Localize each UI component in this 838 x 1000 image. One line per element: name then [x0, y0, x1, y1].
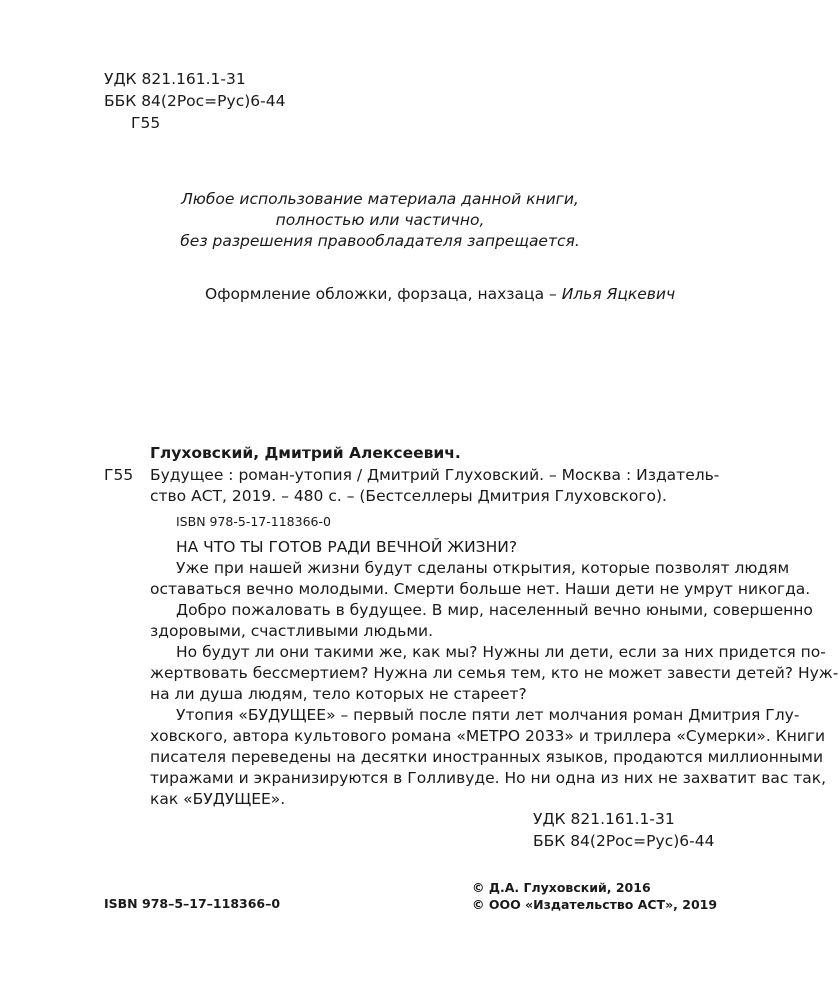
notice-line-2: полностью или частично,	[275, 211, 485, 229]
catalog-description-2: ство АСТ, 2019. – 480 с. – (Бестселлеры Дмитрия Глуховского).	[150, 487, 667, 505]
annotation-p4-line1: Утопия «БУДУЩЕЕ» – первый после пяти лет молчания роман Дмитрия Глу-	[176, 706, 800, 724]
annotation-p4-line4: тиражами и экранизируются в Голливуде. Но ни одна из них не захватит вас так,	[150, 769, 827, 787]
footer-bbk-code: ББК 84(2Рос=Рус)6-44	[533, 832, 715, 850]
footer-isbn: ISBN 978–5–17–118366–0	[104, 896, 281, 911]
notice-line-1: Любое использование материала данной книги,	[181, 190, 579, 208]
annotation-p3-line2: жертвовать бессмертием? Нужна ли семья тем, кто не может завести детей? Нуж-	[150, 664, 838, 682]
author-mark: Г55	[131, 114, 161, 132]
design-credit	[205, 285, 675, 303]
annotation-p1-line1: Уже при нашей жизни будут сделаны открытия, которые позволят людям	[176, 559, 790, 577]
catalog-author-heading: Глуховский, Дмитрий Алексеевич.	[150, 444, 461, 462]
annotation-p2-line1: Добро пожаловать в будущее. В мир, населенный вечно юными, совершенно	[176, 601, 813, 619]
catalog-description-1: Будущее : роман-утопия / Дмитрий Глуховский. – Москва : Издатель-	[150, 466, 720, 484]
annotation-p4-line3: писателя переведены на десятки иностранных языков, продаются миллионными	[150, 748, 824, 766]
design-credit-name: Илья Яцкевич	[561, 285, 676, 303]
design-credit-label: Оформление обложки, форзаца, нахзаца –	[205, 285, 562, 303]
annotation-p2-line2: здоровыми, счастливыми людьми.	[150, 622, 434, 640]
copyright-author: © Д.А. Глуховский, 2016	[472, 880, 651, 895]
annotation-p3-line3: на ли душа людям, тело которых не стареет?	[150, 685, 527, 703]
catalog-author-mark: Г55	[104, 466, 134, 484]
annotation-p4-line2: ховского, автора культового романа «МЕТРО 2033» и триллера «Сумерки». Книги	[150, 727, 826, 745]
catalog-isbn: ISBN 978-5-17-118366-0	[176, 514, 331, 529]
annotation-headline: НА ЧТО ТЫ ГОТОВ РАДИ ВЕЧНОЙ ЖИЗНИ?	[176, 538, 518, 556]
copyright-publisher: © ООО «Издательство АСТ», 2019	[472, 897, 718, 912]
udk-code: УДК 821.161.1-31	[104, 70, 246, 88]
annotation-p4-line5: как «БУДУЩЕЕ».	[150, 790, 286, 808]
bbk-code: ББК 84(2Рос=Рус)6-44	[104, 92, 286, 110]
annotation-p1-line2: оставаться вечно молодыми. Смерти больше нет. Наши дети не умрут никогда.	[150, 580, 811, 598]
notice-line-3: без разрешения правообладателя запрещается.	[180, 232, 580, 250]
annotation-p3-line1: Но будут ли они такими же, как мы? Нужны ли дети, если за них придется по-	[176, 643, 826, 661]
footer-udk-code: УДК 821.161.1-31	[533, 810, 675, 828]
